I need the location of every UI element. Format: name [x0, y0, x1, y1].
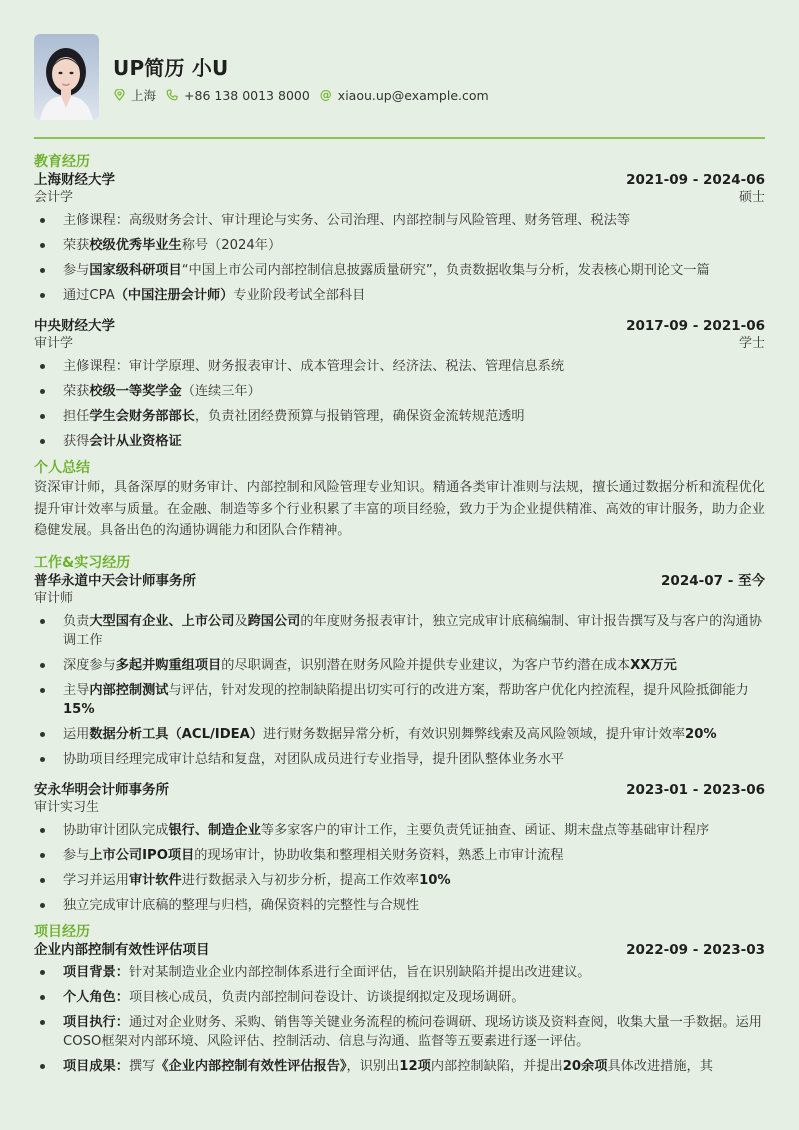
- section-title: 个人总结: [34, 460, 90, 476]
- bullet-list: [34, 612, 765, 769]
- entry-header: [34, 317, 765, 335]
- bullet-text: 进行数据录入与初步分析，提高工作效率: [181, 872, 420, 888]
- role: 审计师: [34, 590, 74, 606]
- date-range: 2023-01 - 2023-06: [626, 781, 765, 798]
- degree: 硕士: [738, 190, 765, 205]
- bullet-text: 主修课程：高级财务会计、审计理论与实务、公司治理、内部控制与风险管理、财务管理、税法等: [63, 213, 631, 228]
- bullet-item: [34, 407, 765, 426]
- entry-subheader: [34, 799, 765, 817]
- highlight-text: 学生会财务部部长: [89, 409, 195, 424]
- resume-page: [34, 0, 765, 1082]
- bullet-text: 等多家客户的审计工作，主要负责凭证抽查、函证、期末盘点等基础审计程序: [260, 822, 710, 838]
- school-name: 上海财经大学: [34, 172, 115, 188]
- entry-header: [34, 781, 765, 799]
- highlight-text: 会计从业资格证: [89, 434, 182, 449]
- highlight-text: 银行、制造企业: [168, 822, 261, 838]
- bullet-text: 内部控制缺陷，并提出: [430, 1058, 563, 1074]
- highlight-text: 12项: [399, 1058, 431, 1074]
- entry-subheader: [34, 590, 765, 608]
- bullet-item: [34, 1013, 765, 1051]
- bullet-text: 的年度财务报表审计，独立完成审计底稿编制、审计报告撰写及与客户的沟通协调工作: [63, 613, 762, 648]
- bullet-text: 参与: [63, 847, 90, 863]
- bullet-list: [34, 357, 765, 451]
- bullet-text: 撰写: [128, 1058, 156, 1074]
- header-divider: [34, 137, 765, 139]
- highlight-text: 国家级科研项目: [89, 263, 182, 278]
- bullet-item: [34, 211, 765, 230]
- highlight-text: 项目背景：: [63, 964, 129, 980]
- location-pin-icon: [113, 89, 125, 101]
- bullet-text: ，负责社团经费预算与报销管理，确保资金流转规范透明: [194, 409, 525, 424]
- bullet-item: [34, 750, 765, 769]
- bullet-text: 参与: [63, 263, 90, 278]
- entry-header: [34, 572, 765, 590]
- bullet-text: 运用: [63, 726, 90, 742]
- bullet-item: [34, 432, 765, 451]
- location-text: 上海: [131, 88, 157, 103]
- entry-work: [34, 781, 765, 915]
- bullet-text: 独立完成审计底稿的整理与归档，确保资料的完整性与合规性: [63, 897, 420, 913]
- bullet-list: [34, 963, 765, 1076]
- company-name: 安永华明会计师事务所: [34, 781, 169, 798]
- bullet-item: [34, 357, 765, 376]
- bullet-text: 称号（2024年）: [181, 238, 282, 253]
- bullet-text: ，识别出: [346, 1058, 400, 1074]
- highlight-text: 大型国有企业、上市公司: [89, 613, 235, 629]
- bullet-text: 学习并运用: [63, 872, 129, 888]
- highlight-text: 审计软件: [128, 872, 182, 888]
- bullet-item: [34, 896, 765, 915]
- bullet-list: [34, 821, 765, 915]
- highlight-text: 项目执行：: [63, 1014, 129, 1030]
- major: 会计学: [34, 190, 74, 205]
- phone-icon: [166, 89, 178, 101]
- education-section: [34, 153, 765, 451]
- highlight-text: 《企业内部控制有效性评估报告》: [155, 1058, 347, 1074]
- bullet-text: 及: [234, 613, 248, 629]
- bullet-item: [34, 286, 765, 305]
- entry-subheader: [34, 189, 765, 207]
- projects-section: [34, 923, 765, 1076]
- summary-section: [34, 459, 765, 542]
- candidate-name: UP简历 小U: [113, 56, 229, 80]
- school-name: 中央财经大学: [34, 318, 115, 334]
- bullet-text: “中国上市公司内部控制信息披露质量研究”，负责数据收集与分析，发表核心期刊论文一篇: [181, 263, 710, 278]
- date-range: 2021-09 - 2024-06: [626, 172, 765, 188]
- entry-projects: [34, 941, 765, 1076]
- highlight-text: 校级优秀毕业生: [89, 238, 182, 253]
- highlight-text: 上市公司IPO项目: [89, 847, 195, 863]
- highlight-text: 20余项: [562, 1058, 608, 1074]
- highlight-text: 10%: [419, 872, 451, 888]
- role: 审计实习生: [34, 799, 100, 815]
- bullet-text: 协助审计团队完成: [63, 822, 169, 838]
- highlight-text: XX万元: [630, 657, 677, 673]
- work-section: [34, 554, 765, 915]
- bullet-item: [34, 988, 765, 1007]
- company-name: 普华永道中天会计师事务所: [34, 572, 196, 589]
- highlight-text: 20%: [685, 726, 717, 742]
- contact-email: [320, 88, 489, 103]
- entry-education: [34, 171, 765, 305]
- entry-education: [34, 317, 765, 451]
- contact-phone: [166, 88, 310, 103]
- bullet-item: [34, 236, 765, 255]
- bullet-text: 协助项目经理完成审计总结和复盘，对团队成员进行专业指导，提升团队整体业务水平: [63, 751, 565, 767]
- bullet-text: （连续三年）: [181, 384, 261, 399]
- bullet-text: 荣获: [63, 238, 90, 253]
- bullet-text: 针对某制造业企业内部控制体系进行全面评估，旨在识别缺陷并提出改进建议。: [128, 964, 591, 980]
- degree: 学士: [738, 336, 765, 351]
- bullet-item: [34, 681, 765, 719]
- bullet-item: [34, 382, 765, 401]
- highlight-text: 跨国公司: [247, 613, 301, 629]
- bullet-list: [34, 211, 765, 305]
- bullet-text: 进行财务数据异常分析，有效识别舞弊线索及高风险领域，提升审计效率: [263, 726, 686, 742]
- highlight-text: 校级一等奖学金: [89, 384, 182, 399]
- entry-work: [34, 572, 765, 769]
- highlight-text: 15%: [63, 701, 95, 717]
- section-title: 教育经历: [34, 154, 90, 170]
- at-sign-icon: @: [319, 88, 332, 102]
- bullet-text: 深度参与: [63, 657, 116, 673]
- bullet-text: 专业阶段考试全部科目: [233, 288, 366, 303]
- highlight-text: 内部控制测试: [89, 682, 169, 698]
- entry-header: [34, 941, 765, 959]
- bullet-text: 具体改进措施，其: [607, 1058, 713, 1074]
- entry-header: [34, 171, 765, 189]
- bullet-text: 的现场审计，协助收集和整理相关财务资料，熟悉上市审计流程: [194, 847, 564, 863]
- highlight-text: （中国注册会计师）: [114, 288, 234, 303]
- bullet-item: [34, 1057, 765, 1076]
- bullet-item: [34, 261, 765, 280]
- bullet-text: 主修课程：审计学原理、财务报表审计、成本管理会计、经济法、税法、管理信息系统: [63, 359, 565, 374]
- section-title: 项目经历: [34, 923, 90, 940]
- bullet-item: [34, 821, 765, 840]
- bullet-text: 项目核心成员，负责内部控制问卷设计、访谈提纲拟定及现场调研。: [128, 989, 525, 1005]
- contact-location: [113, 86, 156, 104]
- bullet-item: [34, 612, 765, 650]
- bullet-text: 主导: [63, 682, 90, 698]
- date-range: 2024-07 - 至今: [661, 572, 765, 589]
- highlight-text: 多起并购重组项目: [115, 657, 222, 673]
- bullet-text: 通过对企业财务、采购、销售等关键业务流程的梳问卷调研、现场访谈及资料查阅，收集大量一手数据。运用COSO框架对内部环境、风险评估、控制活动、信息与沟通、监督等五要素进行逐一评估。: [63, 1014, 762, 1049]
- contact-info: [113, 86, 499, 104]
- bullet-item: [34, 963, 765, 982]
- bullet-text: 荣获: [63, 384, 90, 399]
- bullet-item: [34, 656, 765, 675]
- bullet-text: 通过CPA: [63, 288, 115, 303]
- section-title: 工作&实习经历: [34, 554, 131, 571]
- bullet-text: 获得: [63, 434, 90, 449]
- bullet-text: 担任: [63, 409, 90, 424]
- date-range: 2017-09 - 2021-06: [626, 318, 765, 334]
- phone-text[interactable]: +86 138 0013 8000: [184, 87, 310, 103]
- bullet-item: [34, 725, 765, 744]
- profile-photo: [34, 34, 99, 120]
- highlight-text: 数据分析工具（ACL/IDEA）: [89, 726, 264, 742]
- bullet-item: [34, 846, 765, 865]
- entry-subheader: [34, 335, 765, 353]
- highlight-text: 个人角色：: [63, 989, 129, 1005]
- highlight-text: 项目成果：: [63, 1058, 129, 1074]
- bullet-text: 与评估，针对发现的控制缺陷提出切实可行的改进方案，帮助客户优化内控流程，提升风险抵御能力: [168, 682, 749, 698]
- name-name: 企业内部控制有效性评估项目: [34, 941, 210, 958]
- resume-header: [34, 0, 765, 138]
- summary-text: 资深审计师，具备深厚的财务审计、内部控制和风险管理专业知识。精通各类审计准则与法规，擅长通过数据分析和流程优化提升审计效率与质量。在金融、制造等多个行业积累了丰富的项目经验，致力于为企业提供精准、高效的审计服务，助力企业稳健发展。具备出色的沟通协调能力和团队合作精神。: [34, 480, 765, 538]
- bullet-text: 负责: [63, 613, 90, 629]
- major: 审计学: [34, 336, 74, 351]
- bullet-item: [34, 871, 765, 890]
- bullet-text: 的尽职调查，识别潜在财务风险并提供专业建议，为客户节约潜在成本: [221, 657, 631, 673]
- date-range: 2022-09 - 2023-03: [626, 941, 765, 958]
- email-text[interactable]: xiaou.up@example.com: [337, 87, 489, 103]
